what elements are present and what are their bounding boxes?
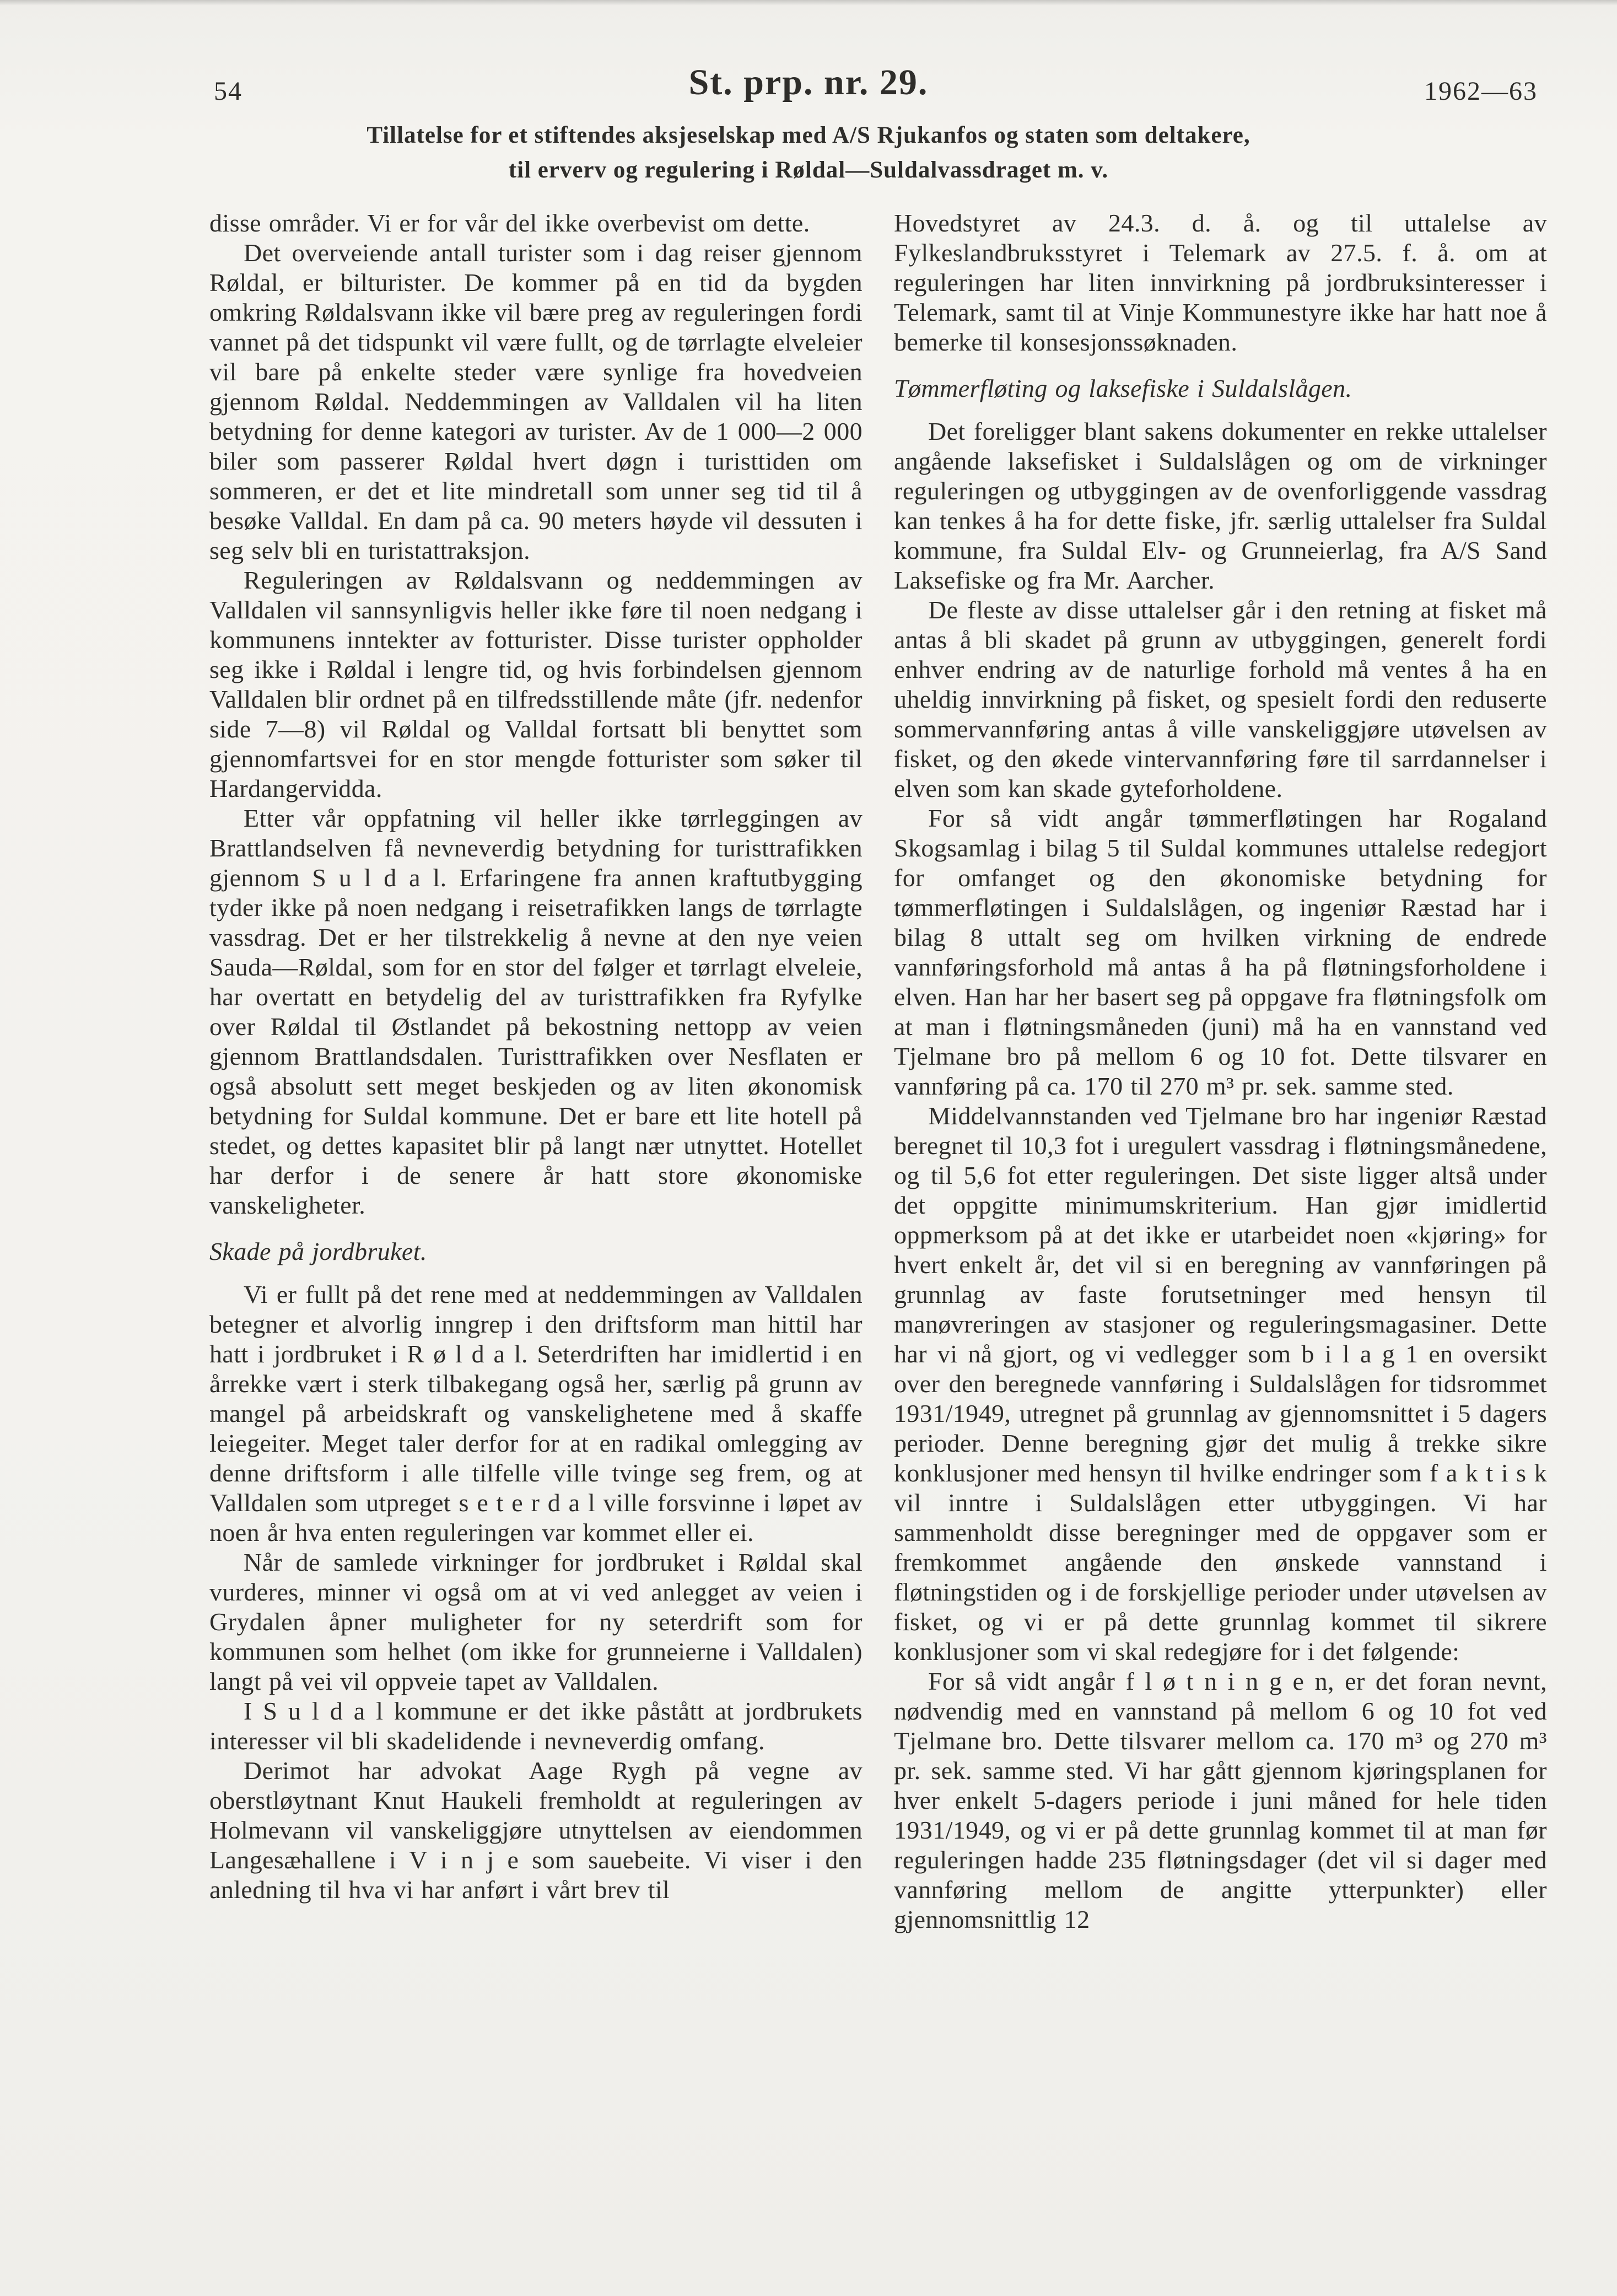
paragraph: Vi er fullt på det rene med at neddemmingen av Valldalen betegner et alvorlig inngrep i den driftsform man hittil har hatt i jordbruket i R ø l d a l. Seterdriften har imidlertid i en årrekke vært i sterk tilbakegang også her, særlig på grunn av mangel på arbeidskraft og vanskelighetene med å skaffe leiegeiter. Meget taler derfor for at en radikal omlegging av denne driftsform i alle tilfelle ville tvinge seg frem, og at Valldalen som utpreget s e t e r d a l ville forsvinne i løpet av noen år hva enten reguleringen var kommet eller ei. <box>209 1280 863 1546</box>
paragraph: disse områder. Vi er for vår del ikke overbevist om dette. <box>209 209 810 237</box>
subtitle-line-1: Tillatelse for et stiftendes aksjeselskap med A/S Rjukanfos og staten som deltakere, <box>366 122 1251 148</box>
paragraph: For så vidt angår tømmerfløtingen har Rogaland Skogsamlag i bilag 5 til Suldal kommunes uttalelse redegjort for omfanget og den økonomiske betydning for tømmerfløtingen i Suldalslågen, og ingeniør Ræstad har i bilag 8 uttalt seg om hvilken virkning de endrede vannføringsforhold må antas å ha på fløtningsforholdene i elven. Han har her basert seg på oppgave fra fløtningsfolk om at man i fløtningsmåneden (juni) må ha en vannstand ved Tjelmane bro på mellom 6 og 10 fot. Dette tilsvarer en vannføring på ca. 170 til 270 m³ pr. sek. samme sted. <box>894 804 1547 1100</box>
document-subtitle <box>110 118 1507 187</box>
paragraph: Reguleringen av Røldalsvann og neddemmingen av Valldalen vil sannsynligvis heller ikke føre til noen nedgang i kommunens inntekter av fotturister. Disse turister oppholder seg ikke i Røldal i lengre tid, og hvis forbindelsen gjennom Valldalen blir ordnet på en tilfredsstillende måte (jfr. nedenfor side 7—8) vil Røldal og Valldal fortsatt bli benyttet som gjennomfartsvei for en stor mengde fotturister som søker til Hardangervidda. <box>209 566 863 802</box>
section-heading-skade-pa-jordbruket: Skade på jordbruket. <box>209 1237 427 1265</box>
paragraph: Det foreligger blant sakens dokumenter en rekke uttalelser angående laksefisket i Suldalslågen og om de virkninger reguleringen og utbyggingen av de ovenforliggende vassdrag kan tenkes å ha for dette fiske, jfr. særlig uttalelser fra Suldal kommune, fra Suldal Elv- og Grunneierlag, fra A/S Sand Laksefiske og fra Mr. Aarcher. <box>894 417 1547 594</box>
paragraph: Det overveiende antall turister som i dag reiser gjennom Røldal, er bilturister. De kommer på en tid da bygden omkring Røldalsvann ikke vil bære preg av reguleringen fordi vannet på det tidspunkt vil være fullt, og de tørrlagte elveleier vil bare på enkelte steder være synlige fra hovedveien gjennom Røldal. Neddemmingen av Valldalen vil ha liten betydning for denne kategori av turister. Av de 1 000—2 000 biler som passerer Røldal hvert døgn i turisttiden om sommeren, er det et lite mindretall som unner seg tid til å besøke Valldal. En dam på ca. 90 meters høyde vil dessuten i seg selv bli en turistattraksjon. <box>209 239 863 564</box>
scan-edge-artifact <box>0 0 1617 6</box>
left-column <box>209 208 863 1934</box>
paragraph: Hovedstyret av 24.3. d. å. og til uttalelse av Fylkeslandbruksstyret i Telemark av 27.5. f. å. om at reguleringen har liten innvirkning på jordbruksinteresser i Telemark, samt til at Vinje Kommunestyre ikke har hatt noe å bemerke til konsesjonssøknaden. <box>894 209 1547 356</box>
paragraph: For så vidt angår f l ø t n i n g e n, er det foran nevnt, nødvendig med en vannstand på mellom 6 og 10 fot ved Tjelmane bro. Dette tilsvarer mellom ca. 170 m³ og 270 m³ pr. sek. samme sted. Vi har gått gjennom kjøringsplanen for hver enkelt 5-dagers periode i juni måned for hele tiden 1931/1949, og vi er på dette grunnlag kommet til at man før reguleringen hadde 235 fløtningsdager (det vil si dager med vannføring mellom de angitte ytterpunkter) eller gjennomsnittlig 12 <box>894 1667 1547 1933</box>
paragraph: Når de samlede virkninger for jordbruket i Røldal skal vurderes, minner vi også om at vi ved anlegget av veien i Grydalen åpner muligheter for ny seterdrift som for kommunen som helhet (om ikke for grunneierne i Valldalen) langt på vei vil oppveie tapet av Valldalen. <box>209 1548 863 1695</box>
page-title: St. prp. nr. 29. <box>688 62 929 103</box>
section-heading-tommerfloting-og-laksefiske: Tømmerfløting og laksefiske i Suldalslågen. <box>894 374 1352 402</box>
page-number: 54 <box>214 77 242 106</box>
text-columns <box>209 208 1547 1934</box>
paragraph: De fleste av disse uttalelser går i den retning at fisket må antas å bli skadet på grunn av utbyggingen, generelt fordi enhver endring av de naturlige forhold må ventes å ha en uheldig innvirkning på fisket, og spesielt fordi den reduserte sommervannføring antas å ville vanskeliggjøre utøvelsen av fisket, og den økede vintervannføring føre til sarrdannelser i elven som kan skade gyteforholdene. <box>894 596 1547 802</box>
paragraph: Middelvannstanden ved Tjelmane bro har ingeniør Ræstad beregnet til 10,3 fot i uregulert vassdrag i fløtningsmånedene, og til 5,6 fot etter reguleringen. Det siste ligger altså under det oppgitte minimumskriterium. Han gjør imidlertid oppmerksom på at det ikke er utarbeidet noen «kjøring» for hvert enkelt år, det vil si en beregning av vannføringen på grunnlag av faste forutsetninger med hensyn til manøvreringen av stasjoner og reguleringsmagasiner. Dette har vi nå gjort, og vi vedlegger som b i l a g 1 en oversikt over den beregnede vannføring i Suldalslågen for tidsrommet 1931/1949, utregnet på grunnlag av gjennomsnittet i 5 dagers perioder. Denne beregning gjør det mulig å trekke sikre konklusjoner med hensyn til hvilke endringer som f a k t i s k vil inntre i Suldalslågen etter utbyggingen. Vi har sammenholdt disse beregninger med de oppgaver som er fremkommet angående den ønskede vannstand i fløtningstiden og i de forskjellige perioder under utøvelsen av fisket, og vi er på dette grunnlag kommet til sikrere konklusjoner som vi skal redegjøre for i det følgende: <box>894 1102 1547 1666</box>
paragraph: Derimot har advokat Aage Rygh på vegne av oberstløytnant Knut Haukeli fremholdt at reguleringen av Holmevann vil vanskeliggjøre utnyttelsen av eiendommen Langesæhallene i V i n j e som sauebeite. Vi viser i den anledning til hva vi har anført i vårt brev til <box>209 1756 863 1904</box>
paragraph: Etter vår oppfatning vil heller ikke tørrleggingen av Brattlandselven få nevneverdig betydning for turisttrafikken gjennom S u l d a l. Erfaringene fra annen kraftutbygging tyder ikke på noen nedgang i reisetrafikken langs de tørrlagte vassdrag. Det er her tilstrekkelig å nevne at den nye veien Sauda—Røldal, som for en stor del følger et tørrlagt elveleie, har overtatt en betydelig del av turisttrafikken fra Ryfylke over Røldal til Østlandet på bekostning nettopp av veien gjennom Brattlandsdalen. Turisttrafikken over Nesflaten er også absolutt sett meget beskjeden og av liten økonomisk betydning for Suldal kommune. Det er bare ett lite hotell på stedet, og dettes kapasitet blir på langt nær utnyttet. Hotellet har derfor i de senere år hatt store økonomiske vanskeligheter. <box>209 804 863 1219</box>
year-label: 1962—63 <box>1424 77 1538 106</box>
subtitle-line-2: til erverv og regulering i Røldal—Suldalvassdraget m. v. <box>508 157 1109 183</box>
paragraph: I S u l d a l kommune er det ikke påstått at jordbrukets interesser vil bli skadelidende i nevneverdig omfang. <box>209 1697 863 1755</box>
right-column <box>894 208 1547 1934</box>
